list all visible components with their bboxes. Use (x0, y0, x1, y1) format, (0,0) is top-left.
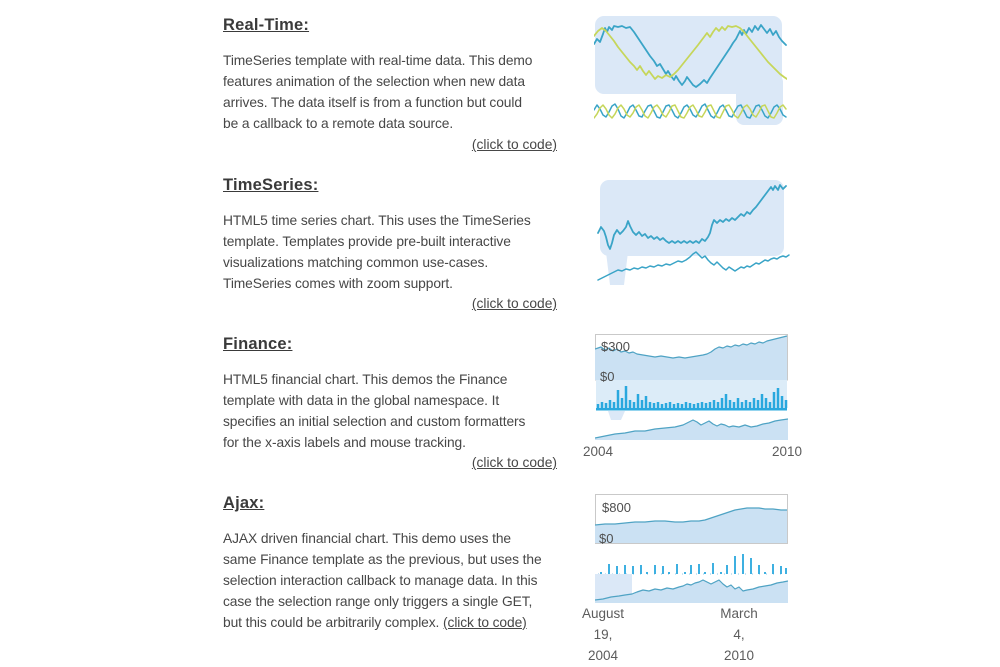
finance-y-label-0: $0 (600, 369, 615, 384)
selection-funnel (608, 411, 625, 420)
timeseries-heading-link[interactable]: TimeSeries: (223, 176, 319, 194)
ajax-heading-link[interactable]: Ajax: (223, 494, 265, 512)
x-label-line: 2010 (723, 648, 755, 663)
description-line: visualizations matching common use-cases. (223, 254, 489, 270)
real-time-click-to-code-link[interactable]: (click to code) (471, 137, 557, 152)
summary-selection-region (736, 74, 783, 125)
description-line (223, 613, 563, 634)
finance-x-label-2010: 2010 (771, 444, 802, 459)
ajax-chart-thumbnail[interactable] (595, 494, 788, 604)
description-line: template with data in the global namespace. It (223, 392, 500, 408)
description-line: TimeSeries comes with zoom support. (223, 275, 453, 291)
description-line: same Finance template as the previous, but uses the (223, 551, 542, 567)
finance-description (223, 370, 563, 454)
finance-x-axis-labels (583, 444, 802, 459)
finance-chart-thumbnail[interactable] (595, 334, 788, 442)
volume-bars (601, 554, 786, 574)
x-label-line: March (720, 606, 758, 621)
x-label-line: August (581, 606, 625, 621)
timeseries-click-to-code-row (223, 296, 557, 311)
description-line: HTML5 time series chart. This uses the TimeSeries (223, 213, 531, 228)
finance-click-to-code-link[interactable]: (click to code) (471, 455, 557, 470)
real-time-description (223, 51, 563, 135)
ajax-description (223, 529, 563, 634)
volume-baseline (596, 408, 787, 411)
description-line: case the selection range only triggers a single GET, (223, 593, 533, 609)
finance-click-to-code-row (223, 455, 557, 470)
timeseries-click-to-code-link[interactable]: (click to code) (471, 296, 557, 311)
finance-heading-link[interactable]: Finance: (223, 335, 293, 353)
real-time-chart-thumbnail[interactable] (594, 14, 787, 127)
description-line: features animation of the selection when new data (223, 73, 525, 89)
real-time-click-to-code-row (223, 137, 557, 152)
summary-area-fill (595, 419, 788, 440)
x-label-line: 2004 (587, 648, 619, 663)
ajax-click-to-code-link[interactable]: (click to code) (443, 614, 527, 630)
real-time-chart-svg (594, 14, 787, 127)
description-line: be a callback to a remote data source. (223, 115, 454, 131)
description-line: selection interaction callback to manage data. In this (223, 572, 538, 588)
description-line: arrives. The data itself is from a function but could (223, 94, 522, 110)
timeseries-description (223, 211, 563, 295)
description-line: TimeSeries template with real-time data. This demo (223, 53, 533, 68)
description-line: HTML5 financial chart. This demos the Finance (223, 372, 508, 387)
ajax-y-label-0: $0 (599, 531, 614, 546)
timeseries-chart-svg (596, 177, 791, 289)
finance-y-label-300: $300 (601, 339, 630, 354)
ajax-y-label-800: $800 (602, 500, 631, 515)
real-time-heading-link[interactable]: Real-Time: (223, 16, 310, 34)
selection-funnel (606, 252, 628, 285)
selection-region (600, 180, 784, 256)
ajax-x-axis-label-left (576, 603, 630, 666)
x-label-line: 19, (593, 627, 613, 642)
finance-x-label-2004: 2004 (583, 444, 614, 459)
ajax-x-axis-label-right (716, 603, 762, 666)
x-label-line: 4, (733, 627, 745, 642)
description-line: specifies an initial selection and custom formatters (223, 413, 526, 429)
description-text: but this could be arbitrarily complex. (223, 614, 444, 630)
description-line: AJAX driven financial chart. This demo uses the (223, 531, 511, 546)
timeseries-chart-thumbnail[interactable] (596, 177, 791, 289)
description-line: template. Templates provide pre-built interactive (223, 233, 511, 249)
description-line: for the x-axis labels and mouse tracking. (223, 434, 466, 450)
